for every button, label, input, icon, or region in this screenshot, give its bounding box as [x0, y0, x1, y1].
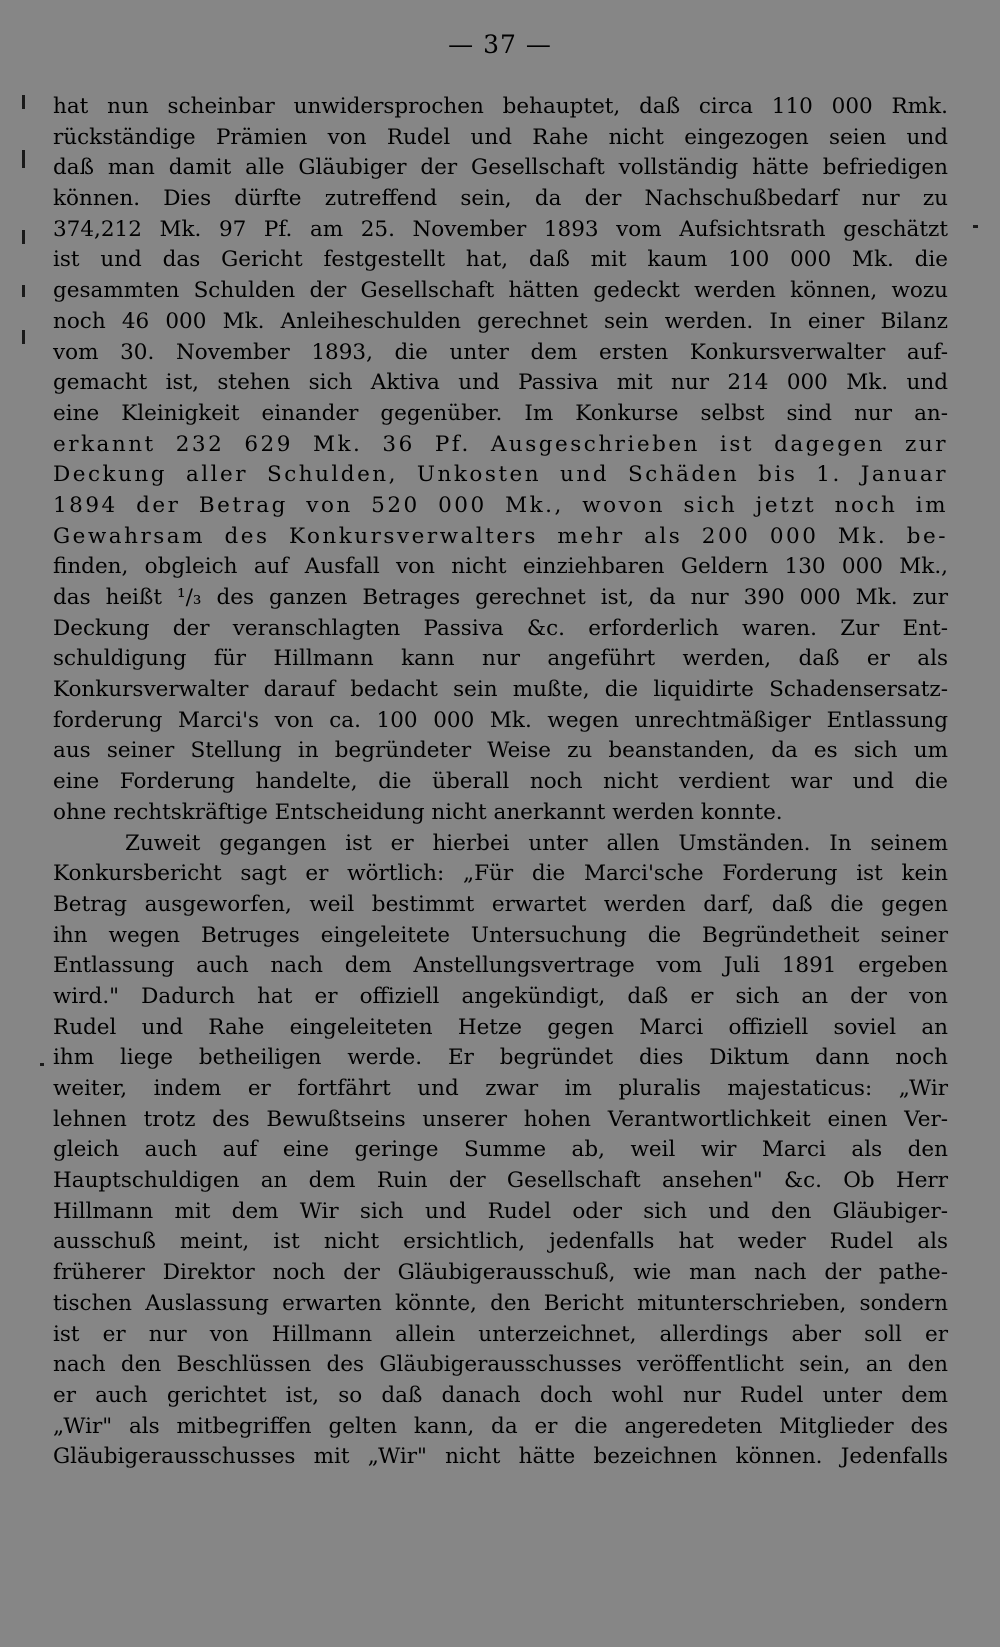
text-line: ihn wegen Betruges eingeleitete Untersuchung die Begründetheit seiner	[53, 922, 948, 948]
page-number: — 37 —	[448, 30, 552, 59]
text-line: wird." Dadurch hat er offiziell angekündigt, daß er sich an der von	[53, 983, 948, 1009]
text-line: ist er nur von Hillmann allein unterzeichnet, allerdings aber soll er	[53, 1321, 948, 1347]
text-line: Hillmann mit dem Wir sich und Rudel oder sich und den Gläubiger-	[53, 1198, 948, 1224]
text-line: Zuweit gegangen ist er hierbei unter allen Umständen. In seinem	[125, 830, 948, 856]
text-line: er auch gerichtet ist, so daß danach doch wohl nur Rudel unter dem	[53, 1382, 948, 1408]
body-text	[53, 92, 948, 1473]
text-line: früherer Direktor noch der Gläubigerausschuß, wie man nach der pathe-	[53, 1260, 948, 1286]
text-line: ihm liege betheiligen werde. Er begründet dies Diktum dann noch	[53, 1045, 948, 1071]
text-line: vom 30. November 1893, die unter dem ersten Konkursverwalter auf-	[53, 339, 948, 365]
text-line: lehnen trotz des Bewußtseins unserer hohen Verantwortlichkeit einen Ver-	[53, 1106, 948, 1132]
text-line: Deckung der veranschlagten Passiva &c. erforderlich waren. Zur Ent-	[53, 615, 948, 641]
text-line: finden, obgleich auf Ausfall von nicht einziehbaren Geldern 130 000 Mk.,	[53, 554, 948, 580]
text-line: rückständige Prämien von Rudel und Rahe nicht eingezogen seien und	[53, 124, 948, 150]
text-line: können. Dies dürfte zutreffend sein, da der Nachschußbedarf nur zu	[53, 186, 948, 212]
text-line: ist und das Gericht festgestellt hat, daß mit kaum 100 000 Mk. die	[53, 247, 948, 273]
text-line: 1894 der Betrag von 520 000 Mk., wovon sich jetzt noch im	[53, 492, 948, 518]
text-line: erkannt 232 629 Mk. 36 Pf. Ausgeschrieben ist dagegen zur	[53, 431, 948, 457]
text-line: eine Forderung handelte, die überall noch nicht verdient war und die	[53, 769, 948, 795]
text-line: forderung Marci's von ca. 100 000 Mk. wegen unrechtmäßiger Entlassung	[53, 707, 948, 733]
scan-mark	[22, 95, 25, 109]
text-line: eine Kleinigkeit einander gegenüber. Im Konkurse selbst sind nur an-	[53, 400, 948, 426]
text-line: Rudel und Rahe eingeleiteten Hetze gegen Marci offiziell soviel an	[53, 1014, 948, 1040]
text-line: Hauptschuldigen an dem Ruin der Gesellschaft ansehen" &c. Ob Herr	[53, 1168, 948, 1194]
text-line: gleich auch auf eine geringe Summe ab, weil wir Marci als den	[53, 1137, 948, 1163]
scan-mark	[22, 150, 25, 168]
text-line: hat nun scheinbar unwidersprochen behauptet, daß circa 110 000 Rmk.	[53, 94, 948, 119]
text-line: Gläubigerausschusses mit „Wir" nicht hätte bezeichnen können. Jedenfalls	[53, 1444, 948, 1470]
scan-mark	[40, 1063, 44, 1066]
text-line: weiter, indem er fortfährt und zwar im pluralis majestaticus: „Wir	[53, 1076, 948, 1101]
text-line: nach den Beschlüssen des Gläubigerausschusses veröffentlicht sein, an den	[53, 1352, 948, 1378]
text-line: aus seiner Stellung in begründeter Weise zu beanstanden, da es sich um	[53, 738, 948, 764]
text-line: ausschuß meint, ist nicht ersichtlich, jedenfalls hat weder Rudel als	[53, 1229, 948, 1255]
text-line: tischen Auslassung erwarten könnte, den Bericht mitunterschrieben, sondern	[53, 1290, 948, 1316]
text-line: Konkursbericht sagt er wörtlich: „Für die Marci'sche Forderung ist kein	[53, 861, 948, 887]
scan-mark	[973, 225, 978, 228]
text-line: gesammten Schulden der Gesellschaft hätten gedeckt werden können, wozu	[53, 278, 948, 304]
text-line: Deckung aller Schulden, Unkosten und Schäden bis 1. Januar	[53, 462, 948, 488]
text-line: ohne rechtskräftige Entscheidung nicht anerkannt werden konnte.	[53, 799, 783, 825]
text-line: daß man damit alle Gläubiger der Gesellschaft vollständig hätte befriedigen	[53, 155, 948, 181]
text-line: „Wir" als mitbegriffen gelten kann, da er die angeredeten Mitglieder des	[53, 1413, 948, 1439]
text-line: 374,212 Mk. 97 Pf. am 25. November 1893 vom Aufsichtsrath geschätzt	[53, 216, 948, 242]
text-line: schuldigung für Hillmann kann nur angeführt werden, daß er als	[53, 646, 948, 672]
scan-mark	[22, 230, 25, 244]
scan-mark	[22, 330, 25, 344]
text-line: Gewahrsam des Konkursverwalters mehr als 200 000 Mk. be-	[53, 523, 948, 549]
text-line: das heißt ¹/₃ des ganzen Betrages gerechnet ist, da nur 390 000 Mk. zur	[53, 585, 948, 610]
text-line: noch 46 000 Mk. Anleiheschulden gerechnet sein werden. In einer Bilanz	[53, 308, 948, 334]
text-line: Entlassung auch nach dem Anstellungsvertrage vom Juli 1891 ergeben	[53, 953, 948, 979]
text-line: gemacht ist, stehen sich Aktiva und Passiva mit nur 214 000 Mk. und	[53, 370, 948, 396]
text-line: Betrag ausgeworfen, weil bestimmt erwartet werden darf, daß die gegen	[53, 891, 948, 917]
text-line: Konkursverwalter darauf bedacht sein mußte, die liquidirte Schadensersatz-	[53, 677, 948, 703]
scan-mark	[22, 285, 25, 297]
